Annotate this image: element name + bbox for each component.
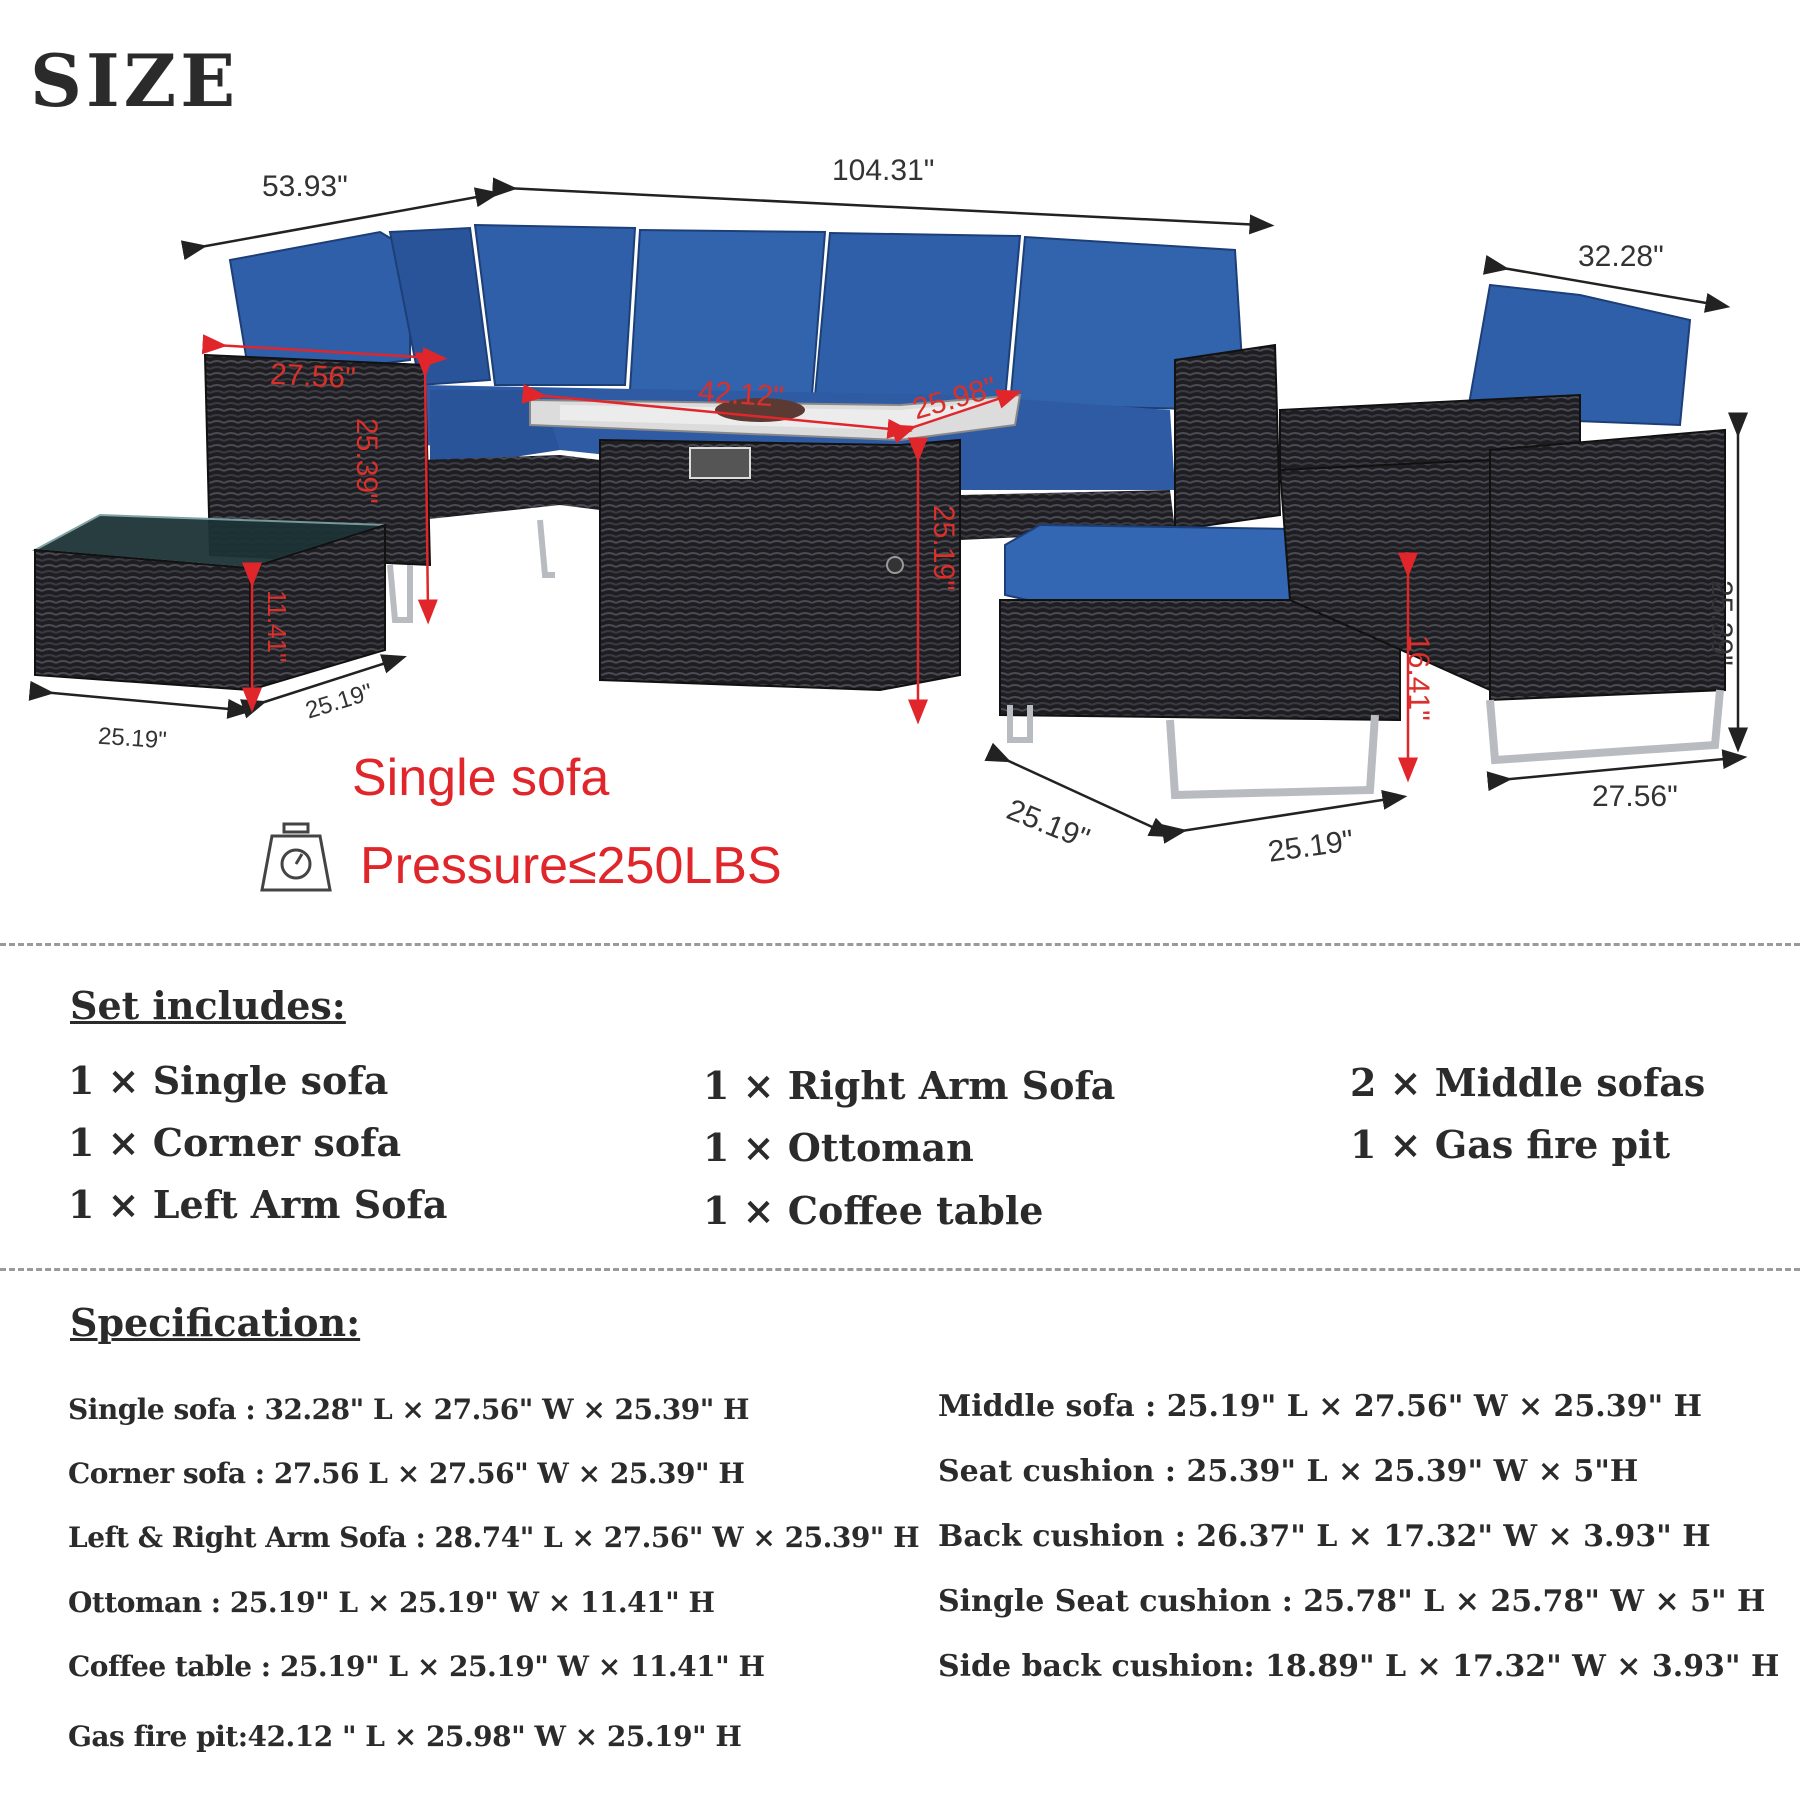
dim-firepit-height: 25.19" bbox=[927, 505, 960, 591]
dim-firepit-width: 25.98" bbox=[908, 370, 1001, 427]
set-item: 1 × Single sofa bbox=[68, 1058, 389, 1103]
set-item: 1 × Corner sofa bbox=[68, 1120, 402, 1165]
dim-single-sofa-width: 27.56" bbox=[1592, 780, 1678, 813]
dim-coffee-table-side-b: 25.19" bbox=[302, 678, 376, 725]
pressure-limit: Pressure≤250LBS bbox=[360, 837, 782, 895]
dim-ottoman-side-a: 25.19" bbox=[1002, 793, 1094, 856]
dim-corner-depth: 27.56" bbox=[269, 357, 357, 396]
firepit-body bbox=[600, 440, 960, 690]
set-item: 1 × Gas fire pit bbox=[1350, 1122, 1671, 1167]
specification-heading: Specification: bbox=[70, 1300, 361, 1345]
spec-line: Left & Right Arm Sofa : 28.74" L × 27.56" W × 25.39" H bbox=[68, 1521, 920, 1554]
dim-sectional-length: 104.31" bbox=[832, 154, 935, 187]
dim-single-sofa-height: 25.39" bbox=[1705, 580, 1738, 666]
separator bbox=[0, 943, 1800, 946]
set-item: 1 × Left Arm Sofa bbox=[68, 1182, 448, 1227]
back-cushion bbox=[630, 230, 825, 395]
spec-line: Back cushion : 26.37" L × 17.32" W × 3.93" H bbox=[938, 1519, 1711, 1554]
spec-line: Ottoman : 25.19" L × 25.19" W × 11.41" H bbox=[68, 1586, 715, 1619]
set-item: 1 × Ottoman bbox=[703, 1125, 974, 1170]
scale-icon bbox=[258, 822, 334, 894]
set-item: 1 × Coffee table bbox=[703, 1188, 1044, 1233]
dim-ottoman-height: 16.41" bbox=[1402, 635, 1435, 721]
dim-corner-height: 25.39" bbox=[350, 418, 383, 504]
spec-line: Gas fire pit:42.12 " L × 25.98" W × 25.19" H bbox=[68, 1720, 742, 1753]
spec-line: Coffee table : 25.19" L × 25.19" W × 11.41" H bbox=[68, 1650, 765, 1683]
spec-line: Middle sofa : 25.19" L × 27.56" W × 25.39" H bbox=[938, 1389, 1702, 1424]
set-includes-heading: Set includes: bbox=[70, 983, 346, 1028]
spec-line: Seat cushion : 25.39" L × 25.39" W × 5"H bbox=[938, 1454, 1639, 1489]
set-item: 1 × Right Arm Sofa bbox=[703, 1063, 1116, 1108]
separator bbox=[0, 1268, 1800, 1271]
set-item: 2 × Middle sofas bbox=[1350, 1060, 1706, 1105]
page-title: SIZE bbox=[30, 38, 240, 123]
spec-line: Side back cushion: 18.89" L × 17.32" W × 3.93" H bbox=[938, 1649, 1780, 1684]
spec-line: Single Seat cushion : 25.78" L × 25.78" W × 5" H bbox=[938, 1584, 1766, 1619]
capacity-label: Single sofa bbox=[352, 749, 610, 807]
spec-line: Single sofa : 32.28" L × 27.56" W × 25.39" H bbox=[68, 1393, 749, 1426]
dim-sectional-left-width: 53.93" bbox=[262, 170, 348, 203]
back-cushion bbox=[475, 225, 635, 385]
dim-ottoman-side-b: 25.19" bbox=[1266, 824, 1356, 869]
right-arm bbox=[1175, 345, 1280, 530]
dim-coffee-table-height: 11.41" bbox=[262, 590, 292, 663]
coffee-table bbox=[35, 515, 385, 690]
dim-coffee-table-side-a: 25.19" bbox=[97, 722, 168, 755]
spec-line: Corner sofa : 27.56 L × 27.56" W × 25.39" H bbox=[68, 1457, 745, 1490]
dim-firepit-length: 42.12" bbox=[696, 375, 785, 414]
dim-single-sofa-depth: 32.28" bbox=[1578, 240, 1664, 273]
